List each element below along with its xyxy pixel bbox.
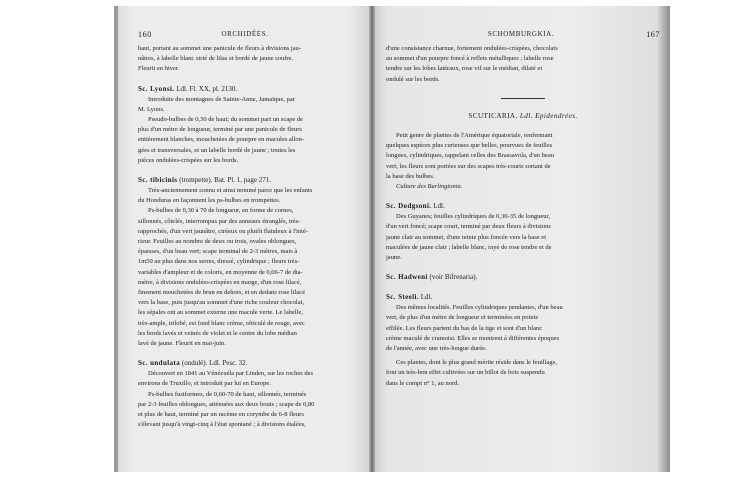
text-line: dans le compt n° 1, au nord. (386, 379, 460, 387)
text-line: haut, portant au sommet une panicule de fleurs à divisions jau- (138, 45, 301, 52)
text-line: Ps-bulbes fusiformes, de 0,60-70 de haut, sillonnés, terminés (148, 390, 307, 398)
species-heading (138, 358, 364, 369)
species-heading (386, 292, 660, 303)
text-line: nâtres, à labelle blanc strié de lilas et bordé de jaune soufre. (138, 55, 294, 63)
section-title (386, 111, 660, 121)
text-line: effilée. Les fleurs partent du bas de la tige et sont d'un blanc (386, 324, 543, 332)
text-line: ondulé sur les bords. (386, 75, 440, 83)
book-gutter (369, 6, 375, 472)
text-line: vert, de plus d'un mètre de longueur et terminées en pointe (386, 314, 539, 322)
text-line: Fleurit en hiver. (138, 65, 180, 73)
text-line: variables d'ampleur et de coloris, en moyenne de 0,06-7 de dia- (138, 268, 303, 276)
text-line: M. Lyons. (138, 105, 165, 113)
text-line: Introduite des montagnes de Sainte-Anne, Jamaïque, par (148, 95, 295, 103)
section-divider (501, 98, 545, 99)
species-reference: Ldl. (420, 293, 433, 302)
right-running-head: SCHOMBURGKIA. (487, 30, 555, 38)
right-running-header (372, 30, 670, 39)
text-line: crème maculé de cramoisi. Elles se montrent à différentes époques (386, 334, 560, 342)
species-heading (138, 175, 364, 186)
species-name: Sc. tibicinis (138, 176, 178, 185)
text-line: Ps-bulbes de 0,30 à 70 de longueur, en forme de cornes, (148, 207, 294, 215)
species-reference: (trompette). Bat. Pl. 1, page 271. (179, 176, 271, 185)
text-line: 1m50 au plus dans nos serres, dressé, cylindrique ; fleurs très- (138, 258, 300, 266)
text-line: Des mêmes localités. Feuilles cylindriques pendantes, d'un beau (396, 304, 563, 312)
right-body (386, 44, 660, 389)
species-reference: (voir Bifrenaria). (429, 273, 478, 282)
left-running-head: ORCHIDÉES. (221, 30, 269, 38)
species-heading (138, 84, 364, 95)
text-line: Petit genre de plantes de l'Amérique équatoriale, renfermant (396, 132, 553, 140)
text-line: Des Guyanes; feuilles cylindriques de 0,30-35 de longueur, (396, 213, 551, 221)
text-line: entièrement blanches, mouchetées de pourpre en macules allon- (138, 136, 305, 144)
left-body (138, 44, 364, 431)
text-line: font un très-bon effet cultivées sur un billot de bois suspendu (386, 369, 545, 377)
text-line: épaisses, d'un beau vert; scape terminal de 2-3 mètres, mais à (138, 248, 298, 256)
section-genus: SCUTICARIA. (468, 111, 518, 120)
text-line: plus d'un mètre de longueur, terminé par une panicule de fleurs (138, 126, 302, 134)
text-line: Pseudo-bulbes de 0,30 de haut; du sommet part un scape de (148, 116, 304, 124)
text-line: de l'année, avec une très-longue durée. (386, 345, 487, 353)
text-line: rieur. Feuilles au nombre de deux ou trois, ovales oblongues, (138, 238, 297, 246)
culture-note: Culture des Burlingtonia. (396, 183, 463, 191)
species-name: Sc. Steeli. (386, 293, 419, 302)
text-line: rapprochés, d'un vert jaunâtre, ciréeux ou plutôt flatuleux à l'inté- (138, 227, 309, 235)
text-line: du Honduras en façonnent les ps-bulbes en trompettes. (138, 197, 281, 205)
text-line: finement mouchetées de brun en dehors, et en dedans rose lilacé (138, 289, 305, 297)
text-line: les bords lavés et veinés de violet et le centre du lobe médian (138, 329, 297, 337)
text-line: maculées de jaune clair ; labelle blanc, rayé de rose tendre et de (386, 243, 552, 251)
text-line: et plus de haut, terminé par un racème en corymbe de 6-8 fleurs (138, 411, 304, 419)
text-line: mètre, à divisions ondulées-crispées en marge, d'un rose lilacé, (138, 278, 302, 286)
left-page (118, 6, 372, 472)
text-line: tendre sur les lobes latéraux, rose vif sur le médian, dilaté et (386, 65, 543, 73)
text-line: sillonnés, côtelés, interrompus par des anneaux étranglés, très- (138, 217, 301, 225)
text-line: vert; les fleurs sont portées sur des scapes très-courts sortant de (386, 162, 551, 170)
text-line: jaune. (386, 254, 402, 262)
text-line: la base des bulbes. (386, 172, 435, 180)
text-line: s'élevant jusqu'à vingt-cinq à l'état spontané ; à divisions étalées, (138, 421, 306, 429)
species-name: Sc. Hadweni (386, 273, 428, 282)
right-page (372, 6, 670, 472)
open-book (118, 6, 670, 472)
left-running-header (118, 30, 372, 39)
species-reference: Ldl. Fl. XX, pl. 2130. (176, 84, 238, 93)
text-line: gées et transversales, et un labelle bordé de jaune ; toutes les (138, 146, 296, 154)
text-line: d'une consistance charnue, fortement ondulées-crispées, chocolats (386, 45, 558, 52)
text-line: lavé de jaune. Fleurit en mai-juin. (138, 340, 226, 348)
left-page-number: 160 (138, 30, 152, 39)
text-line: jaune clair au sommet, d'une teinte plus foncée vers la base et (386, 233, 546, 241)
species-reference: (ondulé). Ldl. Pesc. 32. (181, 359, 248, 368)
text-line: vers la base, puis jusqu'au sommet d'une riche couleur chocolat, (138, 299, 305, 307)
text-line: Très-anciennement connu et ainsi nommé parce que les enfants (148, 187, 313, 195)
text-line: très-ample, trilobé, est fond blanc crème, réticulé de rouge, avec (138, 319, 305, 327)
text-line: les sépales ont au sommet externe une macule verte. Le labelle, (138, 309, 303, 317)
text-line: longues, cylindriques, rappelant celles des Brassavola, d'un beau (386, 152, 554, 160)
species-heading (386, 201, 660, 212)
right-page-number: 167 (646, 30, 660, 39)
text-line: Découvert en 1841 au Vénézuéla par Linden, sur les roches des (148, 370, 314, 378)
text-line: quelques espèces plus curieuses que belles, pourvues de feuilles (386, 142, 553, 150)
text-line: pièces ondulées-crispées sur les bords. (138, 156, 239, 164)
species-name: Sc. undulata (138, 359, 181, 368)
section-authority: Ldl. Epidendrées. (519, 111, 578, 120)
species-heading (386, 272, 660, 283)
text-line: environs de Truxillo, et introduit par lui en Europe. (138, 380, 271, 388)
text-line: d'un vert foncé; scape court, terminé par deux fleurs à divisions (386, 223, 551, 231)
text-line: au sommet d'un pourpre foncé à reflets métalliques ; labelle rose (386, 55, 554, 63)
text-line: par 2-3 feuilles oblongues, atténuées aux deux bouts ; scape de 0,80 (138, 400, 315, 408)
species-name: Sc. Dodgsoni. (386, 202, 432, 211)
species-name: Sc. Lyonsi. (138, 84, 175, 93)
text-line: Ces plantes, dont le plus grand mérite réside dans le feuillage, (396, 359, 558, 367)
species-reference: Ldl. (433, 202, 445, 211)
